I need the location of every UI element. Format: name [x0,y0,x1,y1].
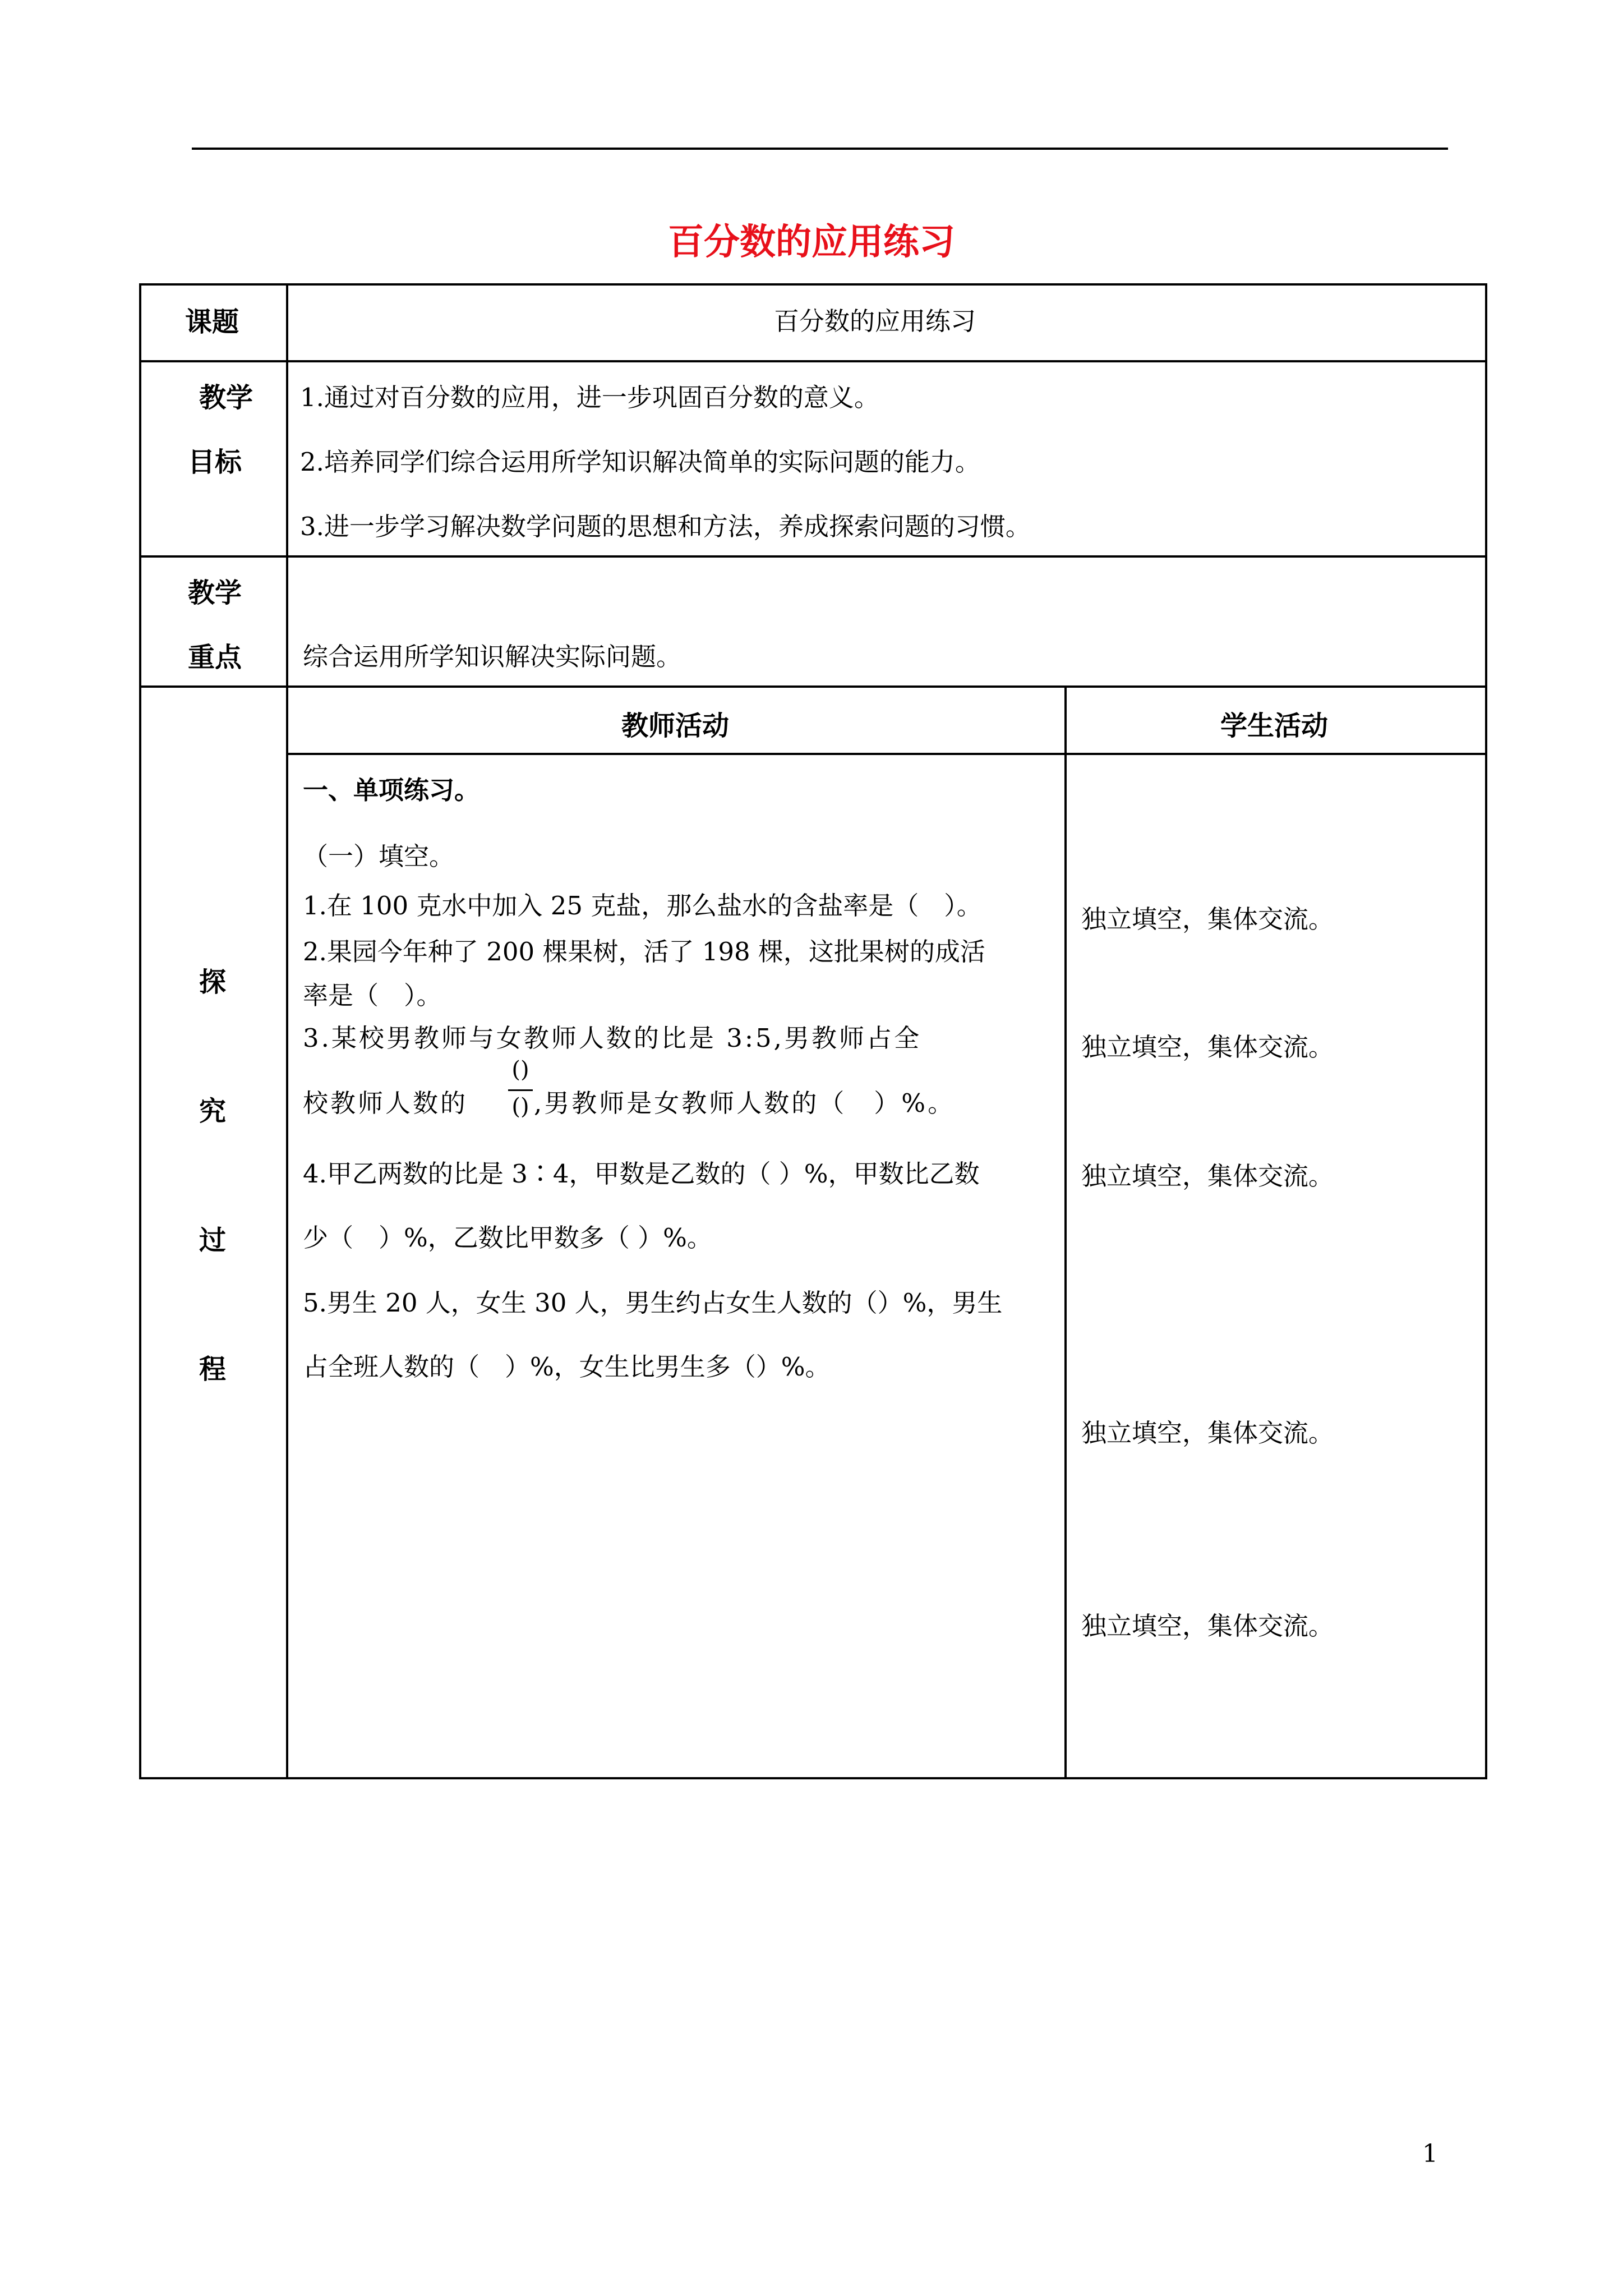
row-divider [139,555,1487,558]
process-label-char: 究 [199,1096,227,1127]
focus-label-line1: 教学 [188,577,242,609]
column-divider [1064,685,1067,1779]
goals-label-line1: 教学 [199,382,253,413]
row-divider [139,685,1487,688]
goal-item: 3.进一步学习解决数学问题的思想和方法，养成探索问题的习惯。 [300,512,1031,541]
row-divider [288,753,1487,755]
question-4-line2: 少（ ）%，乙数比甲数多（ ）%。 [303,1223,712,1253]
sub-title: （一）填空。 [303,841,455,871]
fraction-denominator: () [511,1094,529,1120]
question-4-line1: 4.甲乙两数的比是 3∶4，甲数是乙数的（ ）%，甲数比乙数 [303,1159,980,1189]
page-number: 1 [1422,2139,1438,2168]
fraction-numerator: () [511,1057,529,1083]
teacher-activity-header: 教师活动 [621,710,730,742]
goal-item: 1.通过对百分数的应用，进一步巩固百分数的意义。 [300,383,879,412]
question-3-line1: 3.某校男教师与女教师人数的比是 3:5,男教师占全 [303,1023,921,1053]
student-note: 独立填空，集体交流。 [1081,1161,1334,1191]
process-label-char: 过 [199,1225,227,1256]
question-3-line2-pre: 校教师人数的 [303,1088,468,1118]
column-divider [286,283,288,1779]
focus-label-line2: 重点 [188,642,242,673]
process-label-char: 探 [199,967,227,998]
goals-label-line2: 目标 [188,447,242,478]
student-note: 独立填空，集体交流。 [1081,904,1334,934]
row-divider [139,360,1487,362]
header-rule [192,148,1448,150]
question-5-line2: 占全班人数的（ ）%，女生比男生多（）%。 [303,1352,831,1382]
table-border-bottom [139,1777,1487,1779]
topic-label: 课题 [185,306,239,338]
focus-value: 综合运用所学知识解决实际问题。 [303,642,682,671]
question-5-line1: 5.男生 20 人，女生 30 人，男生约占女生人数的（）%，男生 [303,1288,1003,1318]
table-border-left [139,283,141,1779]
question-3-line2-post: ,男教师是女教师人数的（ ）%。 [534,1088,956,1118]
question-2-line1: 2.果园今年种了 200 棵果树，活了 198 棵，这批果树的成活 [303,937,985,967]
student-activity-header: 学生活动 [1220,710,1329,742]
question-1: 1.在 100 克水中加入 25 克盐，那么盐水的含盐率是（ ）。 [303,891,982,921]
table-border-right [1485,283,1487,1779]
student-note: 独立填空，集体交流。 [1081,1611,1334,1641]
student-note: 独立填空，集体交流。 [1081,1032,1334,1062]
page-title: 百分数的应用练习 [668,222,955,263]
fraction-bar [508,1089,533,1091]
question-2-line2: 率是（ ）。 [303,981,442,1010]
process-label-char: 程 [199,1354,227,1385]
goal-item: 2.培养同学们综合运用所学知识解决简单的实际问题的能力。 [300,447,980,477]
topic-value: 百分数的应用练习 [774,306,976,336]
table-border-top [139,283,1487,286]
section-title: 一、单项练习。 [303,775,480,805]
student-note: 独立填空，集体交流。 [1081,1418,1334,1448]
